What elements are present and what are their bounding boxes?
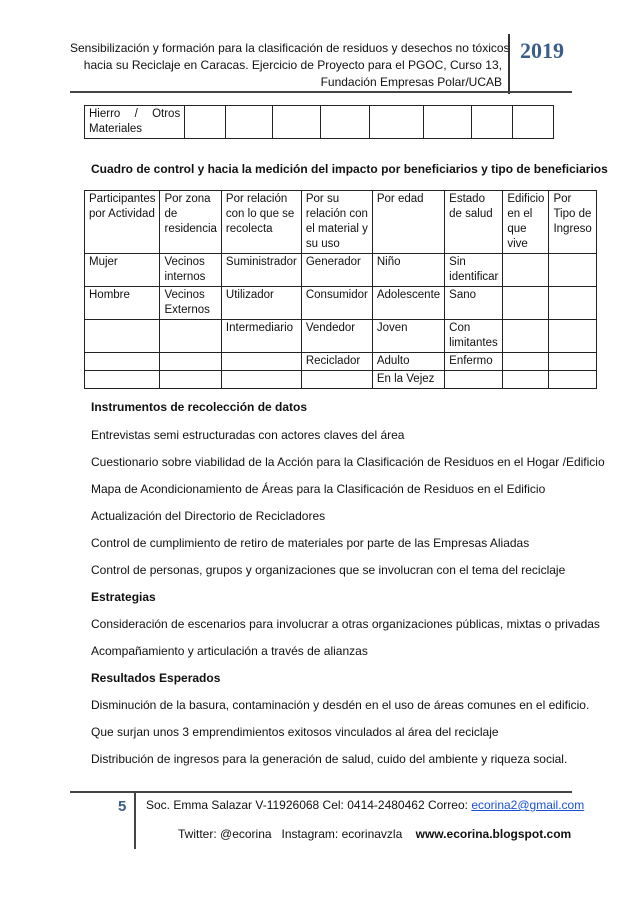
table-cell: [221, 371, 301, 389]
table-cell: [185, 106, 226, 139]
table-cell: [160, 353, 221, 371]
column-header: Por su relación con el material y su uso: [301, 191, 372, 254]
footer-vertical-divider: [134, 793, 136, 849]
table-cell: [301, 371, 372, 389]
column-header: Por relación con lo que se recolecta: [221, 191, 301, 254]
table-header-row: [85, 191, 597, 254]
table-cell: [369, 106, 423, 139]
materials-table: [84, 105, 554, 139]
table-cell: [85, 106, 185, 139]
table-cell: [549, 287, 596, 320]
page-number: 5: [118, 798, 127, 815]
table-cell: [512, 106, 553, 139]
instrument-item: Entrevistas semi estructuradas con actores claves del área: [91, 428, 405, 442]
instrument-item: Cuestionario sobre viabilidad de la Acción para la Clasificación de Residuos en el Hogar /Edificio: [91, 455, 605, 469]
table-cell: [503, 320, 549, 353]
column-header: Edificio en el que vive: [503, 191, 549, 254]
result-item: Que surjan unos 3 emprendimientos exitosos vinculados al área del reciclaje: [91, 725, 499, 739]
table-row: [85, 320, 597, 353]
table-cell: Mujer: [85, 254, 160, 287]
table-cell: En la Vejez: [372, 371, 444, 389]
table-cell: [503, 371, 549, 389]
table-row: [85, 254, 597, 287]
column-header: Participantes por Actividad: [85, 191, 160, 254]
row-label: Materiales: [89, 123, 143, 135]
table-cell: Hombre: [85, 287, 160, 320]
table-cell: [85, 371, 160, 389]
table-cell: Vecinos Externos: [160, 287, 221, 320]
table-row: [85, 287, 597, 320]
result-item: Disminución de la basura, contaminación y desdén en el uso de áreas comunes en el edificio.: [91, 698, 590, 712]
table-cell: Vendedor: [301, 320, 372, 353]
table-cell: Reciclador: [301, 353, 372, 371]
instrument-item: Actualización del Directorio de Recicladores: [91, 509, 326, 523]
column-header: Estado de salud: [445, 191, 503, 254]
instrument-item: Control de cumplimiento de retiro de materiales por parte de las Empresas Aliadas: [91, 536, 530, 550]
control-table-title: Cuadro de control y hacia la medición del impacto por beneficiarios y tipo de beneficiarios: [91, 162, 608, 176]
year-box: [508, 34, 574, 94]
instrument-item: Control de personas, grupos y organizaciones que se involucran con el tema del reciclaje: [91, 563, 566, 577]
table-cell: Utilizador: [221, 287, 301, 320]
table-cell: Adulto: [372, 353, 444, 371]
result-item: Distribución de ingresos para la generación de salud, cuido del ambiente y riqueza social.: [91, 752, 568, 766]
header-divider: [70, 91, 572, 93]
strategies-heading: Estrategias: [91, 590, 156, 604]
column-header: Por Tipo de Ingreso: [549, 191, 596, 254]
table-cell: [549, 320, 596, 353]
footer-contact: [146, 798, 584, 812]
table-cell: Intermediario: [221, 320, 301, 353]
footer-social: [178, 827, 571, 841]
table-cell: [503, 353, 549, 371]
footer-divider: [70, 791, 572, 793]
table-cell: Vecinos internos: [160, 254, 221, 287]
table-cell: Sin identificar: [445, 254, 503, 287]
table-cell: [160, 371, 221, 389]
page-header: [70, 40, 510, 91]
table-cell: Con limitantes: [445, 320, 503, 353]
table-cell: [226, 106, 273, 139]
table-cell: Joven: [372, 320, 444, 353]
table-cell: [549, 353, 596, 371]
table-cell: [503, 254, 549, 287]
table-row: [85, 106, 554, 139]
table-row: [85, 371, 597, 389]
table-cell: Consumidor: [301, 287, 372, 320]
table-cell: [445, 371, 503, 389]
table-cell: [160, 320, 221, 353]
header-line: Fundación Empresas Polar/UCAB: [320, 75, 502, 89]
table-row: [85, 353, 597, 371]
table-cell: [221, 353, 301, 371]
results-heading: Resultados Esperados: [91, 671, 221, 685]
table-cell: Adolescente: [372, 287, 444, 320]
email-link[interactable]: ecorina2@gmail.com: [471, 798, 585, 812]
strategy-item: Acompañamiento y articulación a través de alianzas: [91, 644, 368, 658]
row-label: Hierro / Otros: [89, 108, 181, 120]
header-line: hacia su Reciclaje en Caracas. Ejercicio de Proyecto para el PGOC, Curso 13,: [83, 58, 502, 72]
instrument-item: Mapa de Acondicionamiento de Áreas para la Clasificación de Residuos en el Edificio: [91, 482, 546, 496]
table-cell: [471, 106, 512, 139]
table-cell: Generador: [301, 254, 372, 287]
table-cell: [85, 353, 160, 371]
social-handles: Twitter: @ecorina Instagram: ecorinavzla: [178, 827, 403, 841]
table-cell: [549, 371, 596, 389]
instruments-heading: Instrumentos de recolección de datos: [91, 400, 308, 414]
contact-text: Soc. Emma Salazar V-11926068 Cel: 0414-2480462 Correo:: [146, 798, 472, 812]
header-year: 2019: [520, 38, 564, 63]
column-header: Por edad: [372, 191, 444, 254]
table-cell: [423, 106, 471, 139]
column-header: Por zona de residencia: [160, 191, 221, 254]
table-cell: [85, 320, 160, 353]
header-line: Sensibilización y formación para la clasificación de residuos y desechos no tóxicos: [70, 41, 510, 55]
table-cell: [503, 287, 549, 320]
strategy-item: Consideración de escenarios para involucrar a otras organizaciones públicas, mixtas o privadas: [91, 617, 600, 631]
table-cell: [549, 254, 596, 287]
table-cell: Sano: [445, 287, 503, 320]
table-cell: Niño: [372, 254, 444, 287]
control-table: [84, 190, 597, 389]
blog-link[interactable]: www.ecorina.blogspot.com: [415, 827, 572, 841]
table-cell: Enfermo: [445, 353, 503, 371]
table-cell: [273, 106, 321, 139]
table-cell: [321, 106, 369, 139]
table-cell: Suministrador: [221, 254, 301, 287]
